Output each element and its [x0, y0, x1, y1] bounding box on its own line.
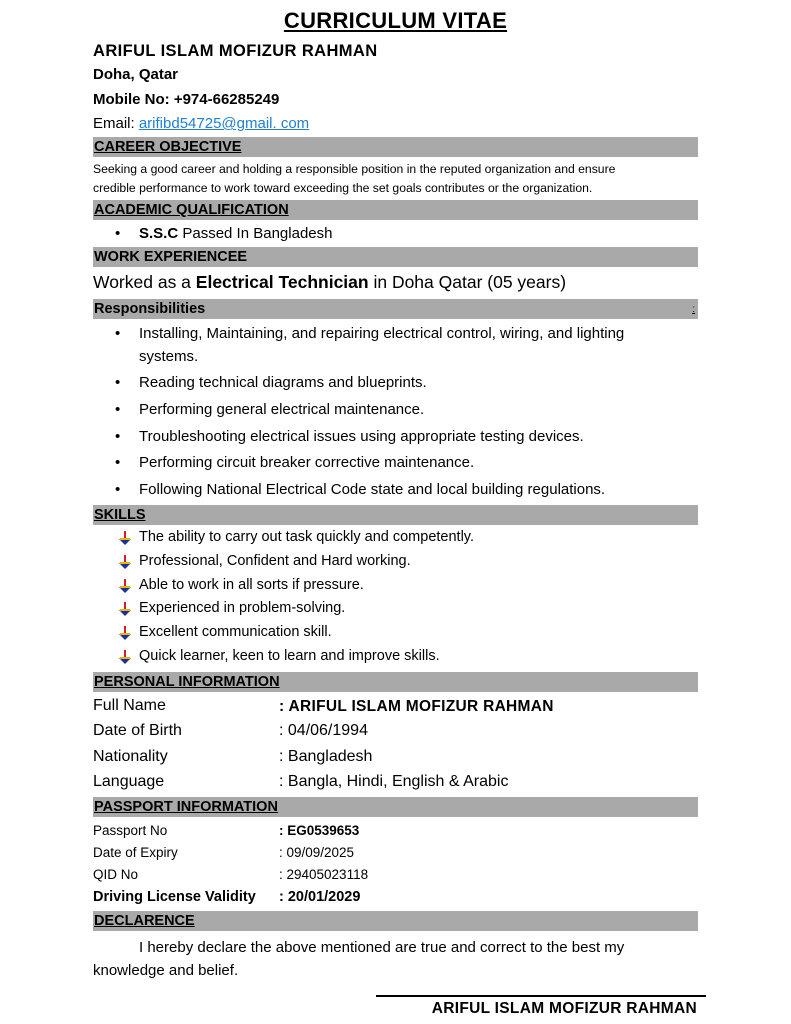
career-objective-text — [93, 160, 615, 198]
degree-name: S.S.C — [139, 225, 179, 242]
personal-row-full-name — [93, 697, 554, 715]
skill-text: Able to work in all sorts if pressure. — [139, 577, 364, 593]
section-bar-academic — [93, 200, 698, 220]
bullet-dot: • — [115, 428, 121, 445]
arrow-bullet-icon — [117, 554, 133, 570]
document-title: CURRICULUM VITAE — [283, 8, 508, 33]
section-bar-personal — [93, 672, 698, 692]
field-label: QID No — [93, 867, 139, 882]
personal-row-nationality — [93, 748, 373, 766]
career-objective-line: Seeking a good career and holding a responsible position in the reputed organization and ensure — [93, 162, 616, 176]
skill-text: Quick learner, keen to learn and improve skills. — [139, 648, 440, 664]
section-bar-declarence — [93, 911, 698, 931]
field-label: Nationality — [93, 748, 168, 765]
arrow-bullet-icon — [117, 625, 133, 641]
arrow-bullet-icon — [117, 601, 133, 617]
section-title-academic: ACADEMIC QUALIFICATION — [94, 202, 289, 218]
passport-row-number — [93, 823, 360, 838]
field-label: Full Name — [93, 697, 166, 714]
responsibility-text: Troubleshooting electrical issues using appropriate testing devices. — [139, 428, 584, 445]
field-label: Passport No — [93, 823, 168, 838]
responsibility-text: systems. — [139, 348, 199, 365]
section-bar-passport — [93, 797, 698, 817]
bullet-dot: • — [115, 225, 121, 242]
field-value: : EG0539653 — [279, 823, 360, 838]
declaration-text — [93, 936, 624, 982]
work-summary — [93, 272, 566, 293]
section-title-work: WORK EXPERIENCEE — [94, 249, 248, 265]
work-role: Electrical Technician — [195, 272, 369, 292]
section-title-passport: PASSPORT INFORMATION — [94, 799, 278, 815]
section-title-declarence: DECLARENCE — [94, 913, 195, 929]
email-line — [93, 115, 309, 132]
field-label: Date of Birth — [93, 722, 182, 739]
personal-row-language — [93, 773, 509, 791]
degree-detail: Passed In Bangladesh — [178, 225, 333, 242]
responsibility-text: Reading technical diagrams and blueprints. — [139, 374, 427, 391]
email-label: Email: — [93, 115, 139, 132]
skill-text: The ability to carry out task quickly and competently. — [139, 529, 474, 545]
email-link[interactable]: arifibd54725@gmail. com — [138, 115, 310, 132]
career-objective-line: credible performance to work toward exceeding the set goals contributes or the organization. — [93, 181, 593, 195]
bullet-dot: • — [115, 325, 121, 342]
bullet-dot: • — [115, 454, 121, 471]
work-prefix: Worked as a — [93, 272, 196, 292]
section-title-skills: SKILLS — [94, 507, 146, 523]
signature-line — [376, 995, 706, 997]
section-bar-responsibilities: Responsibilities : — [93, 299, 698, 319]
field-value: : Bangladesh — [279, 748, 373, 765]
arrow-bullet-icon — [117, 530, 133, 546]
personal-row-dob — [93, 722, 368, 740]
applicant-name: ARIFUL ISLAM MOFIZUR RAHMAN — [93, 42, 378, 60]
field-value: : ARIFUL ISLAM MOFIZUR RAHMAN — [279, 698, 554, 715]
skill-text: Excellent communication skill. — [139, 624, 332, 640]
mobile-number: Mobile No: +974-66285249 — [93, 91, 280, 108]
field-value: : Bangla, Hindi, English & Arabic — [279, 773, 509, 790]
field-value: : 09/09/2025 — [279, 845, 355, 860]
section-bar-skills — [93, 505, 698, 525]
responsibility-text: Performing circuit breaker corrective maintenance. — [139, 454, 475, 471]
responsibility-text: Installing, Maintaining, and repairing electrical control, wiring, and lighting — [139, 325, 625, 342]
field-value: : 29405023118 — [279, 867, 369, 882]
declaration-line: knowledge and belief. — [93, 962, 239, 979]
field-value: : 20/01/2029 — [279, 889, 361, 905]
section-title-career-objective: CAREER OBJECTIVE — [94, 139, 242, 155]
section-title-personal: PERSONAL INFORMATION — [94, 674, 280, 690]
arrow-bullet-icon — [117, 578, 133, 594]
bullet-dot: • — [115, 481, 121, 498]
work-suffix: in Doha Qatar (05 years) — [368, 272, 567, 292]
bullet-dot: • — [115, 374, 121, 391]
section-bar-work — [93, 247, 698, 267]
declaration-line: I hereby declare the above mentioned are true and correct to the best my — [139, 939, 625, 956]
signature-name: ARIFUL ISLAM MOFIZUR RAHMAN — [431, 1000, 697, 1017]
bullet-dot: • — [115, 401, 121, 418]
field-value: : 04/06/1994 — [279, 722, 368, 739]
field-label: Driving License Validity — [93, 889, 256, 905]
skill-text: Professional, Confident and Hard working. — [139, 553, 411, 569]
responsibility-text: Performing general electrical maintenance. — [139, 401, 425, 418]
passport-row-expiry — [93, 845, 355, 860]
skill-text: Experienced in problem-solving. — [139, 600, 346, 616]
field-label: Language — [93, 773, 165, 790]
location: Doha, Qatar — [93, 66, 179, 83]
section-title-responsibilities: Responsibilities — [94, 301, 206, 317]
section-bar-career-objective — [93, 137, 698, 157]
passport-row-qid — [93, 867, 369, 882]
responsibility-text: Following National Electrical Code state and local building regulations. — [139, 481, 606, 498]
arrow-bullet-icon — [117, 649, 133, 665]
passport-row-driving-license — [93, 889, 361, 905]
field-label: Date of Expiry — [93, 845, 178, 860]
